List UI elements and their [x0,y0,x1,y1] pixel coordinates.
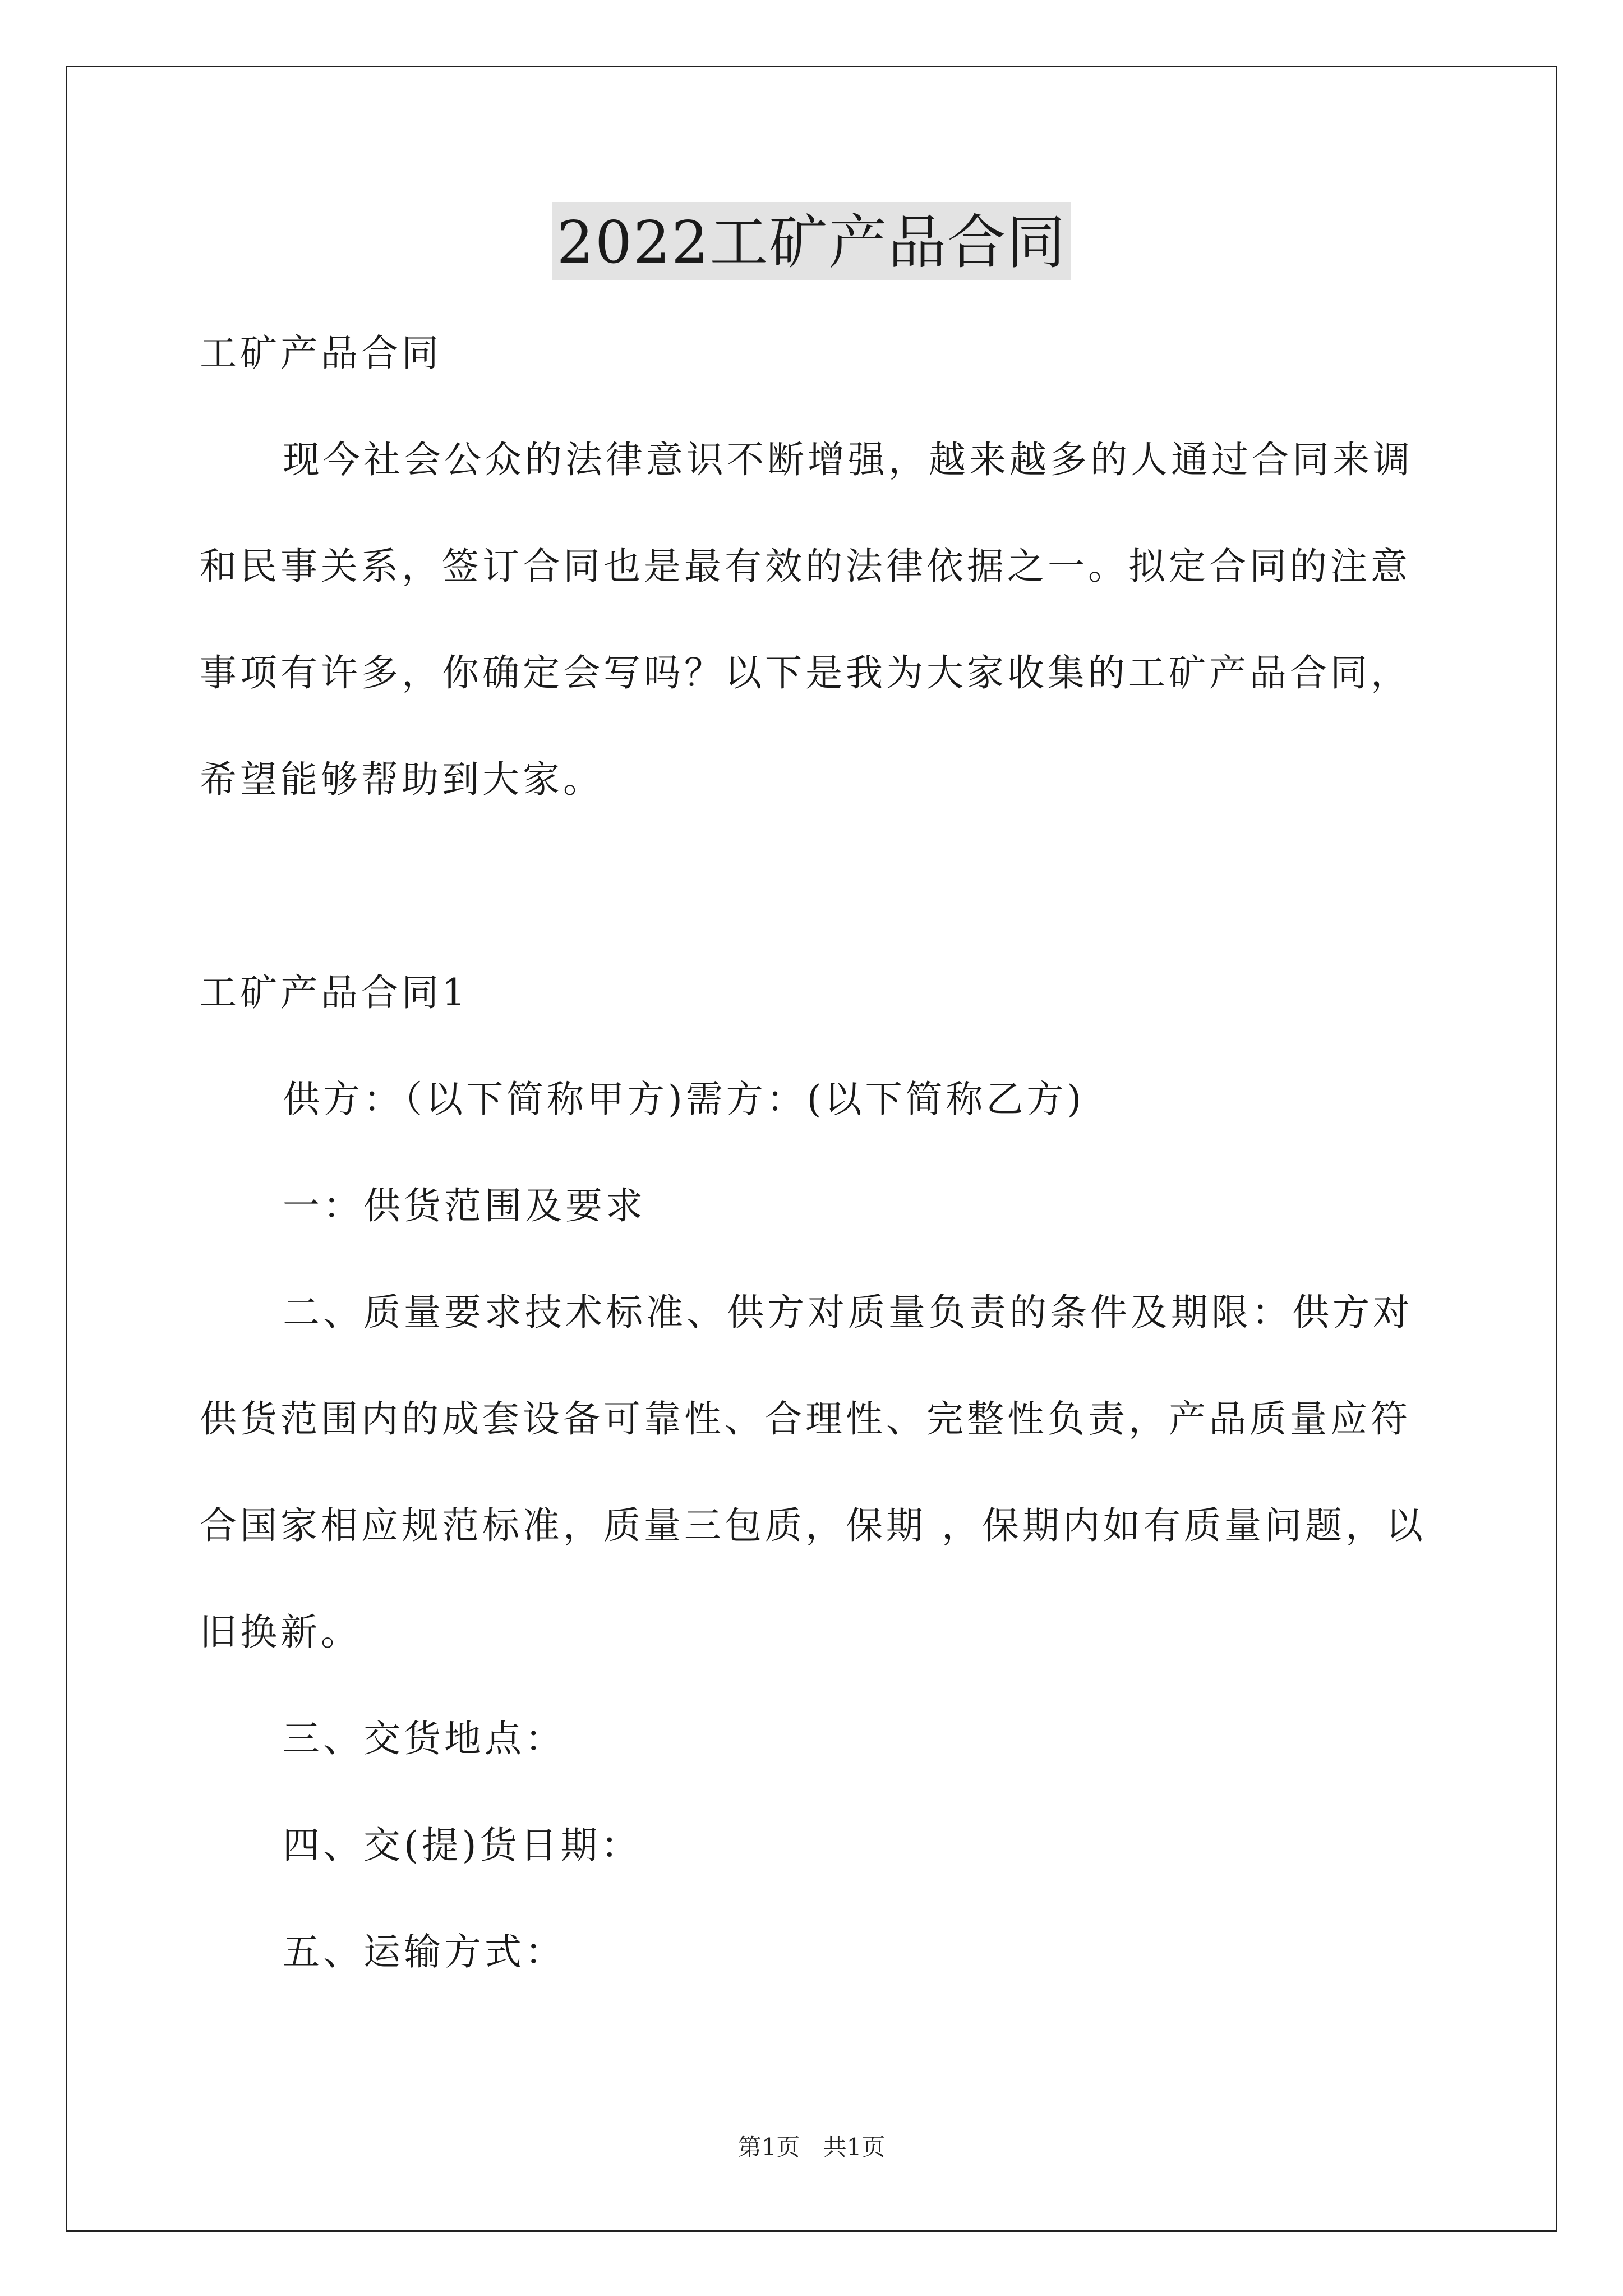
clause-line: 合国家相应规范标准，质量三包质，保期 ，保期内如有质量问题，以 [200,1504,1426,1547]
clause-line: 旧换新。 [200,1611,361,1654]
title-container [0,202,1623,280]
page-footer [0,2129,1623,2162]
page-number: 第1页 [737,2133,800,2161]
intro-paragraph-line: 事项有许多，你确定会写吗？以下是我为大家收集的工矿产品合同， [200,651,1411,694]
intro-paragraph-line: 和民事关系，签订合同也是最有效的法律依据之一。拟定合同的注意 [200,545,1411,588]
intro-paragraph-line: 希望能够帮助到大家。 [200,758,603,801]
clause-line: 二、质量要求技术标准、供方对质量负责的条件及期限：供方对 [283,1291,1413,1334]
document-title: 2022工矿产品合同 [552,202,1071,280]
document-body [200,300,1428,2005]
paragraph-gap [200,833,1428,940]
clause-line: 一：供货范围及要求 [283,1184,646,1227]
clause-line: 三、交货地点： [283,1717,565,1760]
clause-line: 五、运输方式： [283,1930,565,1973]
section-heading: 工矿产品合同 [200,332,442,375]
page-total: 共1页 [823,2133,886,2161]
clause-line: 供货范围内的成套设备可靠性、合理性、完整性负责，产品质量应符 [200,1397,1411,1441]
contract-heading: 工矿产品合同1 [200,971,469,1014]
intro-paragraph-line: 现今社会公众的法律意识不断增强，越来越多的人通过合同来调 [283,438,1413,481]
parties-line: 供方：（以下简称甲方)需方：(以下简称乙方) [283,1078,1085,1121]
clause-line: 四、交(提)货日期： [283,1824,642,1867]
